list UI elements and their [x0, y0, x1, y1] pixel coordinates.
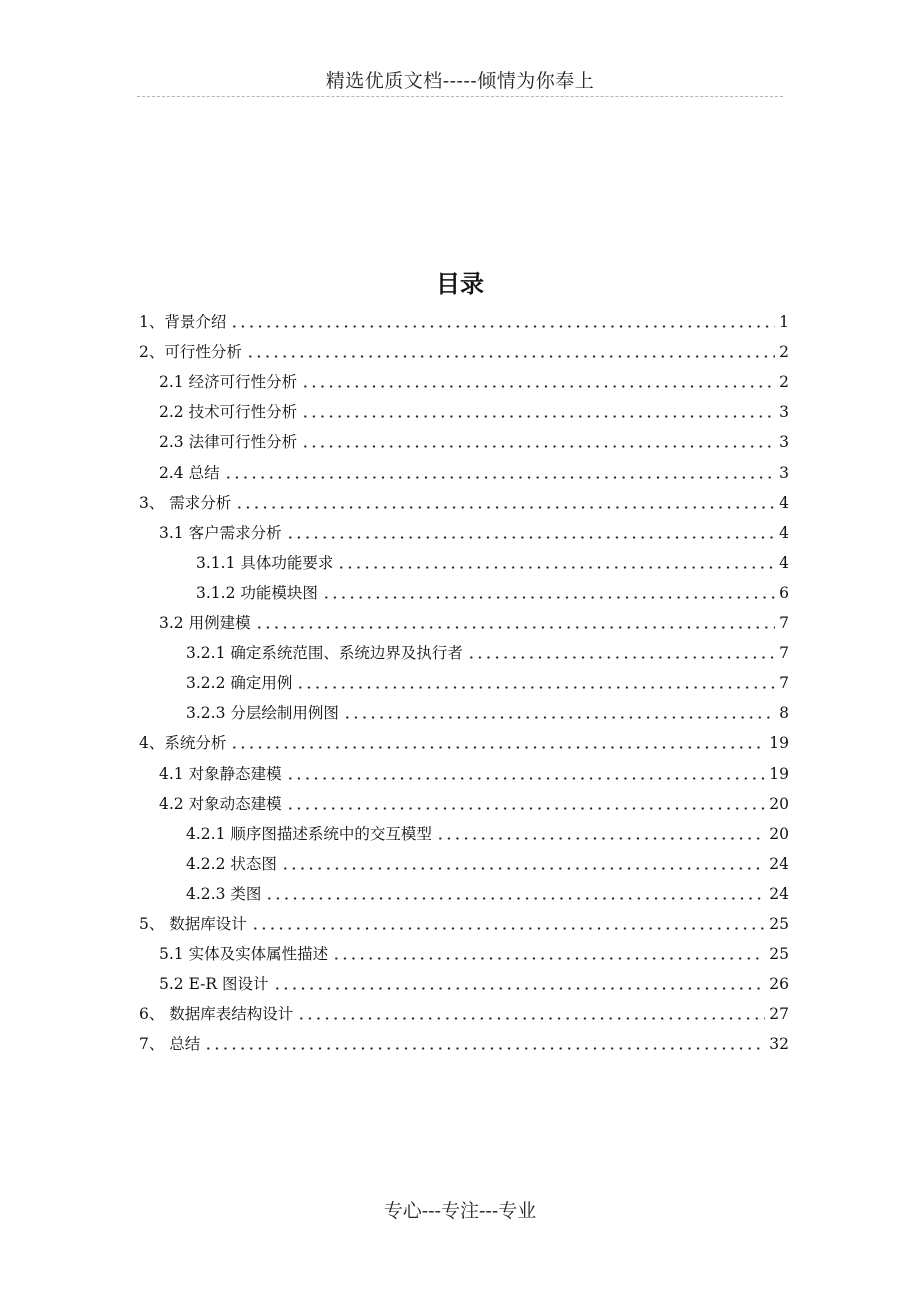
toc-dot-leader [246, 355, 775, 358]
toc-entry[interactable] [139, 336, 789, 366]
toc-entry-page-number: 20 [769, 824, 789, 843]
toc-entry-label: 3.1.2 功能模块图 [196, 583, 318, 602]
toc-dot-leader [301, 415, 775, 418]
toc-dot-leader [224, 476, 776, 479]
toc-dot-leader [301, 385, 775, 388]
toc-entry[interactable] [139, 306, 789, 336]
toc-dot-leader [230, 746, 765, 749]
toc-dot-leader [251, 927, 765, 930]
toc-entry-page-number: 26 [769, 975, 789, 994]
toc-entry-page-number: 7 [779, 674, 789, 693]
toc-dot-leader [235, 506, 775, 509]
toc-dot-leader [343, 716, 775, 719]
toc-entry-page-number: 24 [769, 854, 789, 873]
toc-entry[interactable] [139, 878, 789, 908]
page-header: 精选优质文档-----倾情为你奉上 [325, 70, 595, 92]
toc-dot-leader [204, 1047, 765, 1050]
toc-entry-page-number: 2 [779, 373, 789, 392]
toc-entry-label: 5、 数据库设计 [139, 914, 247, 933]
toc-entry-label: 4.1 对象静态建模 [159, 764, 282, 783]
toc-entry[interactable] [139, 848, 789, 878]
toc-entry[interactable] [139, 577, 789, 607]
toc-dot-leader [273, 987, 766, 990]
toc-entry[interactable] [139, 366, 789, 396]
toc-entry-label: 2、可行性分析 [139, 343, 242, 362]
toc-entry[interactable] [139, 487, 789, 517]
toc-dot-leader [265, 897, 765, 900]
toc-entry-page-number: 4 [779, 553, 789, 572]
toc-dot-leader [286, 536, 776, 539]
toc-dot-leader [297, 1017, 765, 1020]
toc-title: 目录 [436, 270, 484, 298]
toc-entry-page-number: 7 [779, 644, 789, 663]
toc-entry[interactable] [139, 998, 789, 1028]
toc-entry-label: 3.1.1 具体功能要求 [196, 553, 334, 572]
toc-dot-leader [296, 686, 775, 689]
toc-entry-page-number: 19 [769, 734, 789, 753]
toc-entry[interactable] [139, 607, 789, 637]
toc-entry-page-number: 2 [779, 343, 789, 362]
toc-entry[interactable] [139, 757, 789, 787]
toc-entry-page-number: 8 [779, 704, 789, 723]
toc-entry-label: 4.2.1 顺序图描述系统中的交互模型 [186, 824, 432, 843]
toc-entry-label: 3.2 用例建模 [159, 614, 251, 633]
toc-dot-leader [286, 807, 766, 810]
toc-dot-leader [230, 325, 775, 328]
toc-entry[interactable] [139, 968, 789, 998]
toc-entry-label: 2.3 法律可行性分析 [159, 433, 298, 452]
toc-entry-label: 4.2.2 状态图 [186, 854, 277, 873]
toc-dot-leader [286, 777, 766, 780]
toc-entry-label: 3.1 客户需求分析 [159, 523, 282, 542]
toc-entry-page-number: 6 [779, 583, 789, 602]
toc-entry-page-number: 25 [769, 914, 789, 933]
toc-dot-leader [436, 837, 765, 840]
toc-entry[interactable] [139, 456, 789, 486]
toc-dot-leader [281, 867, 765, 870]
toc-entry-page-number: 3 [779, 433, 789, 452]
toc-dot-leader [255, 626, 776, 629]
toc-entry-label: 4.2 对象动态建模 [159, 794, 282, 813]
toc-entry-label: 5.2 E-R 图设计 [159, 975, 269, 994]
toc-entry-page-number: 7 [779, 614, 789, 633]
toc-entry-page-number: 1 [779, 313, 789, 332]
toc-entry-page-number: 24 [769, 884, 789, 903]
toc-dot-leader [322, 596, 775, 599]
toc-entry[interactable] [139, 908, 789, 938]
toc-entry-label: 2.1 经济可行性分析 [159, 373, 298, 392]
toc-entry-label: 4.2.3 类图 [186, 884, 262, 903]
toc-entry[interactable] [139, 697, 789, 727]
toc-entry-label: 2.4 总结 [159, 463, 220, 482]
toc-entry-page-number: 4 [779, 493, 789, 512]
header-divider [137, 96, 783, 97]
toc-entry-label: 2.2 技术可行性分析 [159, 403, 298, 422]
toc-entry[interactable] [139, 637, 789, 667]
toc-entry-page-number: 32 [769, 1035, 789, 1054]
toc-entry[interactable] [139, 547, 789, 577]
toc-entry[interactable] [139, 1028, 789, 1058]
toc-entry-page-number: 27 [769, 1005, 789, 1024]
toc-dot-leader [467, 656, 775, 659]
toc-entry[interactable] [139, 396, 789, 426]
toc-entry-label: 1、背景介绍 [139, 313, 227, 332]
toc-dot-leader [301, 445, 775, 448]
toc-entry[interactable] [139, 517, 789, 547]
toc-entry[interactable] [139, 667, 789, 697]
toc-entry-label: 3.2.1 确定系统范围、系统边界及执行者 [186, 644, 463, 663]
toc-entry[interactable] [139, 938, 789, 968]
toc-entry-page-number: 20 [769, 794, 789, 813]
toc-entry-label: 4、系统分析 [139, 734, 227, 753]
table-of-contents [139, 306, 789, 1058]
toc-entry-label: 3.2.2 确定用例 [186, 674, 293, 693]
toc-entry-page-number: 4 [779, 523, 789, 542]
toc-entry[interactable] [139, 727, 789, 757]
page-footer: 专心---专注---专业 [383, 1200, 537, 1222]
toc-entry[interactable] [139, 818, 789, 848]
toc-entry-page-number: 25 [769, 945, 789, 964]
toc-entry[interactable] [139, 426, 789, 456]
toc-entry-label: 6、 数据库表结构设计 [139, 1005, 294, 1024]
toc-entry-label: 3.2.3 分层绘制用例图 [186, 704, 339, 723]
toc-dot-leader [337, 566, 775, 569]
toc-entry-label: 5.1 实体及实体属性描述 [159, 945, 329, 964]
toc-entry[interactable] [139, 788, 789, 818]
toc-entry-label: 3、 需求分析 [139, 493, 232, 512]
toc-entry-page-number: 19 [769, 764, 789, 783]
toc-dot-leader [332, 957, 765, 960]
toc-entry-page-number: 3 [779, 463, 789, 482]
toc-entry-page-number: 3 [779, 403, 789, 422]
toc-entry-label: 7、 总结 [139, 1035, 201, 1054]
